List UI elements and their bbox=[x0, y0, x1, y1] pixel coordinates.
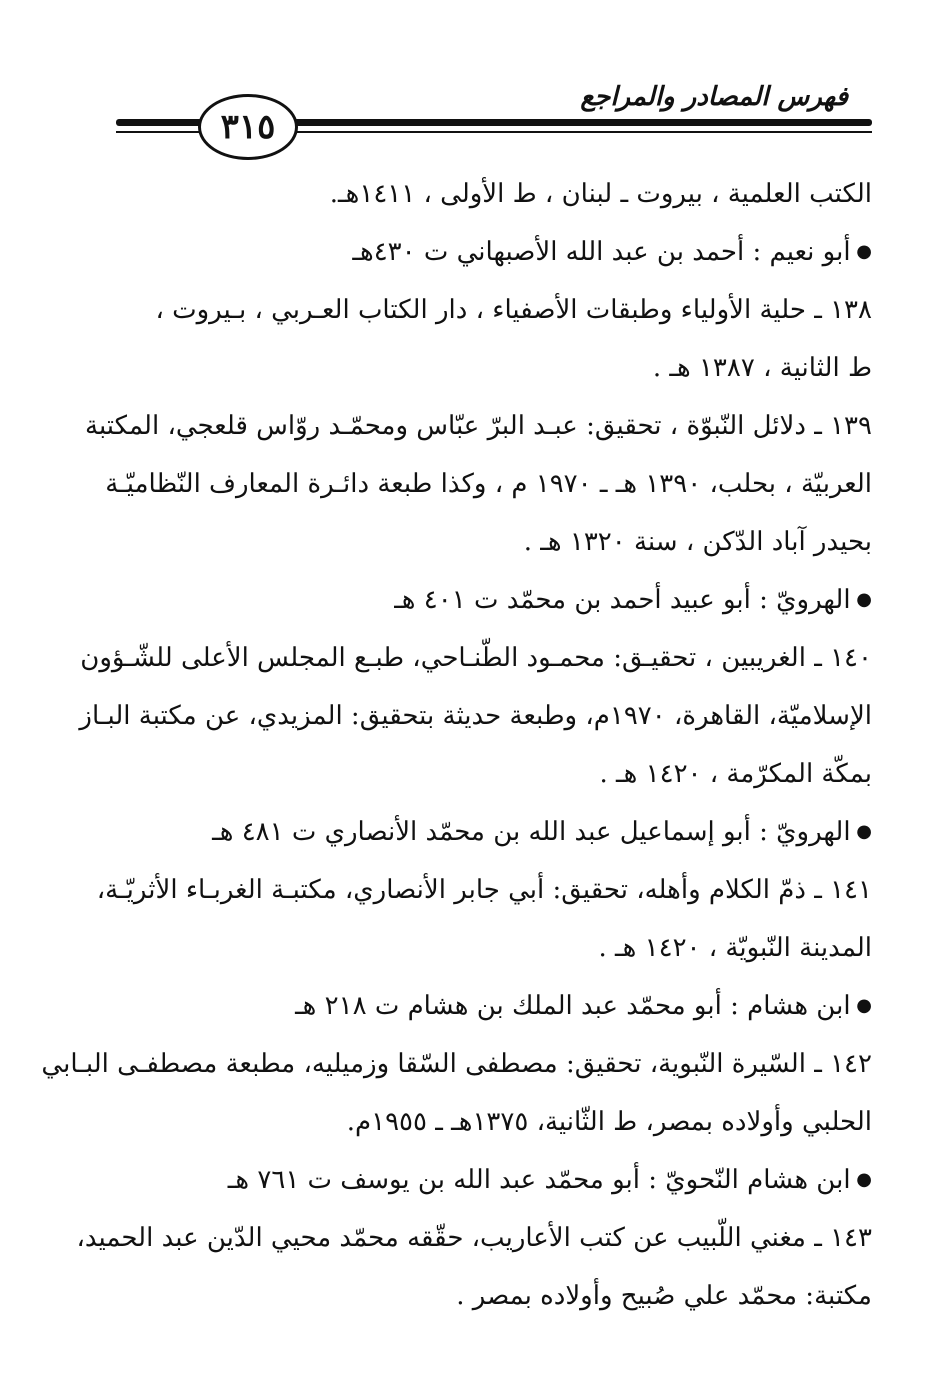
reference-line: ١٤١ ـ ذمّ الكلام وأهله، تحقيق: أبي جابر الأنصاري، مكتبـة الغربـاء الأثريّـة، bbox=[96, 875, 872, 905]
reference-line: العربيّة ، بحلب، ١٣٩٠ هـ ـ ١٩٧٠ م ، وكذا طبعة دائـرة المعارف النّظاميّـة bbox=[105, 469, 872, 499]
reference-line: مكتبة: محمّد علي صُبيح وأولاده بمصر . bbox=[456, 1281, 872, 1311]
running-header-title: فهرس المصادر والمراجع bbox=[580, 82, 848, 112]
author-entry-line: ● الهرويّ : أبو إسماعيل عبد الله بن محمّد الأنصاري ت ٤٨١ هـ bbox=[110, 803, 872, 861]
reference-line: ١٣٩ ـ دلائل النّبوّة ، تحقيق: عبـد البرّ عبّاس ومحمّـد روّاس قلعجي، المكتبة bbox=[85, 411, 872, 441]
reference-line: ١٣٨ ـ حلية الأولياء وطبقات الأصفياء ، دار الكتاب العـربي ، بـيروت ، bbox=[155, 295, 872, 325]
author-entry-line: ● الهرويّ : أبو عبيد أحمد بن محمّد ت ٤٠١ هـ bbox=[110, 571, 872, 629]
reference-line: الإسلاميّة، القاهرة، ١٩٧٠م، وطبعة حديثة بتحقيق: المزيدي، عن مكتبة البـاز bbox=[79, 701, 872, 731]
reference-line: المدينة النّبويّة ، ١٤٢٠ هـ . bbox=[598, 933, 872, 963]
author-entry-line: ● ابن هشام النّحويّ : أبو محمّد عبد الله بن يوسف ت ٧٦١ هـ bbox=[110, 1151, 872, 1209]
reference-line: ١٤٣ ـ مغني اللّبيب عن كتب الأعاريب، حقّقه محمّد محيي الدّين عبد الحميد، bbox=[76, 1223, 872, 1253]
reference-line: ١٤٢ ـ السّيرة النّبوية، تحقيق: مصطفى السّقا وزميليه، مطبعة مصطفـى البـابي bbox=[41, 1049, 872, 1079]
reference-line: الكتب العلمية ، بيروت ـ لبنان ، ط الأولى ، ١٤١١هـ. bbox=[329, 179, 872, 209]
reference-line: بحيدر آباد الدّكن ، سنة ١٣٢٠ هـ . bbox=[523, 527, 872, 557]
page-number: ٣١٥ bbox=[198, 94, 298, 160]
reference-line: ١٤٠ ـ الغريبين ، تحقيـق: محمـود الطّنـاحي، طبـع المجلس الأعلى للشّـؤون bbox=[80, 643, 872, 673]
bibliography-body bbox=[41, 165, 872, 1325]
author-entry-line: ● ابن هشام : أبو محمّد عبد الملك بن هشام ت ٢١٨ هـ bbox=[110, 977, 872, 1035]
reference-line: ط الثانية ، ١٣٨٧ هـ . bbox=[652, 353, 872, 383]
reference-line: بمكّة المكرّمة ، ١٤٢٠ هـ . bbox=[599, 759, 872, 789]
reference-line: الحلبي وأولاده بمصر، ط الثّانية، ١٣٧٥هـ ـ ١٩٥٥م. bbox=[346, 1107, 872, 1137]
author-entry-line: ● أبو نعيم : أحمد بن عبد الله الأصبهاني ت ٤٣٠هـ bbox=[110, 223, 872, 281]
